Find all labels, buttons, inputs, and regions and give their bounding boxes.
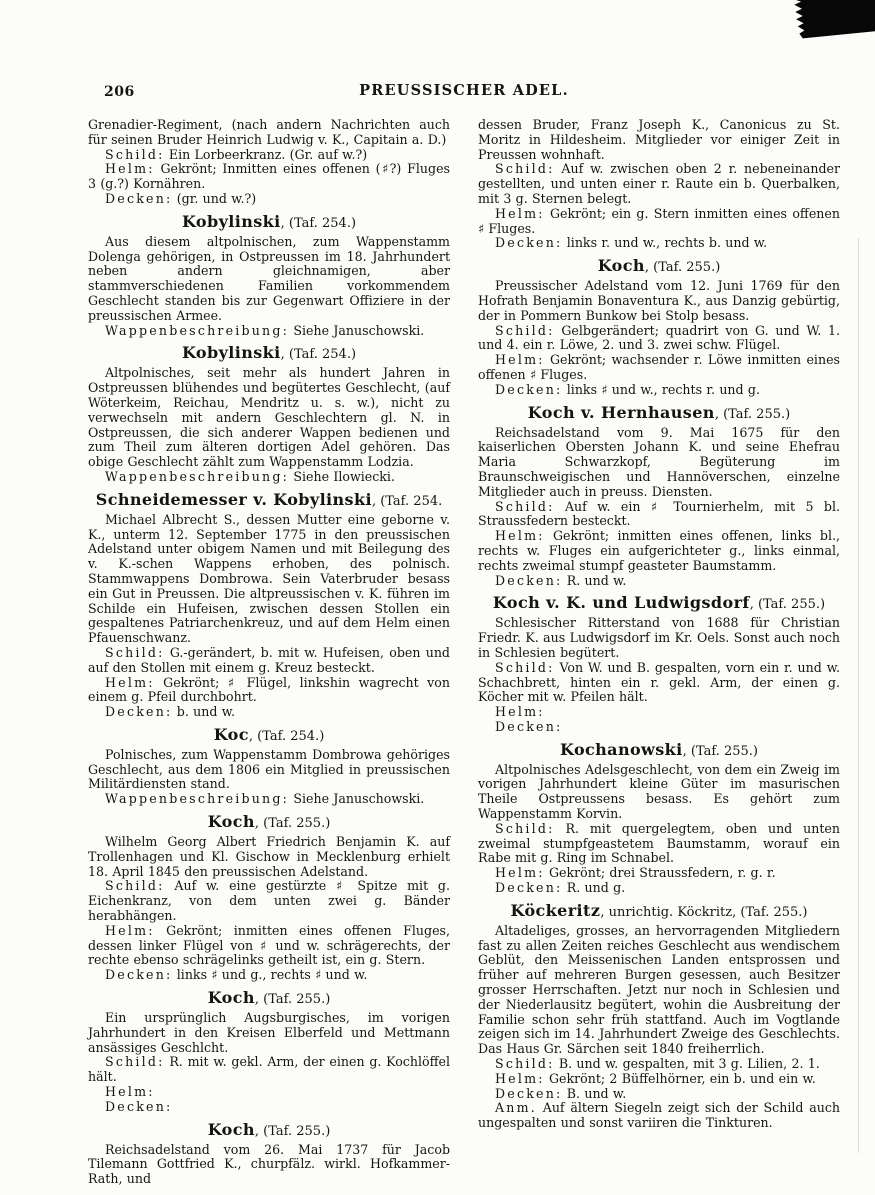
decken-label: Decken: — [495, 572, 563, 588]
schild-text: Auf w. zwischen oben 2 r. nebeneinander gestellten, und unten einer r. Raute ein b. Querbalken, mit 3 g. Sternen belegt. — [478, 161, 840, 206]
schild-text: R. mit w. gekl. Arm, der einen g. Kochlöffel hält. — [88, 1054, 451, 1085]
body-paragraph — [88, 1143, 450, 1187]
schild-label: Schild: — [495, 161, 555, 177]
right-column — [478, 118, 840, 1131]
decken-text: R. und w. — [566, 572, 627, 588]
entry-heading — [88, 343, 450, 364]
helm-label: Helm: — [495, 704, 545, 720]
decken-text: links ♯ und w., rechts r. und g. — [566, 381, 760, 397]
decken-paragraph — [478, 236, 840, 251]
helm-text: Gekrönt; ♯ Flügel, linkshin wagrecht von einem g. Pfeil durchbohrt. — [88, 674, 450, 705]
body-text: dessen Bruder, Franz Joseph K., Canonicus zu St. Moritz in Hildesheim. Mitglieder vor einiger Zeit in Preussen wohnhaft. — [478, 117, 840, 162]
family-name: Koch — [207, 1119, 255, 1139]
decken-label: Decken: — [105, 704, 173, 720]
wappenbeschreibung-text: Siehe Januschowski. — [293, 322, 425, 338]
entry-koch — [88, 812, 450, 983]
entry-kobylinski — [88, 343, 450, 484]
body-text: Preussischer Adelstand vom 12. Juni 1769 für den Hofrath Benjamin Bonaventura K., aus Danzig gebürtig, der in Pommern Bunkow bei Stolp besass. — [478, 278, 840, 323]
page-edge-scan-line — [858, 238, 859, 1153]
body-paragraph — [88, 235, 450, 324]
anm-text: Auf ältern Siegeln zeigt sich der Schild auch ungespalten und sonst variiren die Tinkturen. — [478, 1100, 840, 1131]
schild-text: B. und w. gespalten, mit 3 g. Lilien, 2. 1. — [558, 1056, 820, 1072]
decken-paragraph — [478, 1087, 840, 1102]
helm-label: Helm: — [495, 205, 545, 221]
entry-koch-v-k-und-ludwigsdorf — [478, 593, 840, 734]
schild-paragraph — [478, 324, 840, 354]
decken-text: b. und w. — [176, 704, 236, 720]
helm-paragraph — [478, 529, 840, 573]
family-name: Koch — [597, 256, 645, 276]
heading-plate-reference: , (Taf. 254.) — [280, 347, 357, 363]
wappenbeschreibung-text: Siehe Ilowiecki. — [293, 468, 395, 484]
helm-text: Gekrönt; 2 Büffelhörner, ein b. und ein w. — [548, 1070, 816, 1086]
decken-paragraph — [88, 705, 450, 720]
decken-paragraph — [88, 192, 450, 207]
schild-label: Schild: — [495, 820, 555, 836]
left-column — [88, 118, 450, 1187]
decken-text: (gr. und w.?) — [176, 190, 257, 206]
entry-heading — [88, 725, 450, 746]
body-paragraph — [478, 118, 840, 162]
entry-koch — [88, 1120, 450, 1187]
entry-heading — [478, 256, 840, 277]
family-name: Koch v. Hernhausen — [527, 402, 715, 422]
helm-paragraph — [478, 207, 840, 237]
helm-text: Gekrönt; Inmitten eines offenen (♯?) Fluges 3 (g.?) Kornähren. — [88, 161, 450, 192]
schild-paragraph — [478, 162, 840, 206]
decken-label: Decken: — [495, 718, 563, 734]
decken-text: links r. und w., rechts b. und w. — [566, 235, 768, 251]
helm-label: Helm: — [105, 161, 155, 177]
body-paragraph — [478, 616, 840, 660]
helm-label: Helm: — [495, 1070, 545, 1086]
decken-paragraph — [478, 383, 840, 398]
schild-text: G.-gerändert, b. mit w. Hufeisen, oben und auf den Stollen mit einem g. Kreuz besteckt. — [88, 644, 450, 675]
body-paragraph — [478, 279, 840, 323]
decken-paragraph — [88, 968, 450, 983]
body-text: Ein ursprünglich Augsburgisches, im vorigen Jahrhundert in den Kreisen Elberfeld und Mettmann ansässiges Geschlcht. — [88, 1010, 450, 1055]
helm-label: Helm: — [495, 352, 545, 368]
family-name: Schneidemesser v. Kobylinski — [95, 489, 372, 509]
entry-heading — [478, 593, 840, 614]
schild-label: Schild: — [495, 659, 555, 675]
decken-text: B. und w. — [566, 1085, 627, 1101]
wappenbeschreibung-label: Wappenbeschreibung: — [105, 791, 290, 807]
entry-koch-v-hernhausen — [478, 403, 840, 589]
wappenbeschreibung-label: Wappenbeschreibung: — [105, 468, 290, 484]
family-name: Kobylinski — [181, 211, 281, 231]
body-paragraph — [88, 1011, 450, 1055]
decken-label: Decken: — [495, 1085, 563, 1101]
page-title: PREUSSISCHER ADEL. — [359, 82, 569, 99]
schild-label: Schild: — [495, 322, 555, 338]
helm-paragraph — [478, 866, 840, 881]
entry-heading — [88, 212, 450, 233]
family-name: Koch — [207, 988, 255, 1008]
helm-paragraph — [478, 705, 840, 720]
helm-text: Gekrönt; inmitten eines offenen Fluges, dessen linker Flügel von ♯ und w. schrägerechts, der rechte ebenso schrägelinks getheilt ist, ein g. Stern. — [88, 922, 450, 968]
schild-paragraph — [88, 646, 450, 676]
helm-paragraph — [88, 676, 450, 706]
body-paragraph — [478, 763, 840, 822]
decken-text: links ♯ und g., rechts ♯ und w. — [176, 967, 368, 983]
schild-text: R. mit quergelegtem, oben und unten zweimal stumpfgeastetem Baumstamm, worauf ein Rabe mit g. Ring im Schnabel. — [478, 820, 840, 866]
helm-paragraph — [88, 924, 450, 968]
heading-plate-reference: , (Taf. 254.) — [248, 728, 325, 744]
schild-label: Schild: — [105, 146, 165, 162]
helm-text: Gekrönt; inmitten eines offenen, links bl., rechts w. Fluges ein aufgerichteter g., links einmal, rechts zweimal stumpf geasteter Baumstamm. — [478, 528, 840, 573]
family-name: Kochanowski — [559, 739, 683, 759]
body-text: Altpolnisches, seit mehr als hundert Jahren in Ostpreussen blühendes und begütertes Geschlecht, (auf Wöterkeim, Reichau, Mendritz u. s. w.), nicht zu verwechseln mit andern Geschlechtern gl. N. in Ostpreussen, die sich anderer Wappen bedienen und zum Theil zum älteren dortigen Adel gehören. Das obige Geschlecht zählt zum Wappenstamm Lodzia. — [88, 365, 450, 470]
schild-text: Auf w. eine gestürzte ♯ Spitze mit g. Eichenkranz, von dem unten zwei g. Bänder herabhängen. — [88, 878, 450, 924]
helm-label: Helm: — [495, 528, 545, 544]
heading-plate-reference: , (Taf. 255.) — [254, 1123, 331, 1139]
decken-label: Decken: — [495, 880, 563, 896]
helm-label: Helm: — [105, 1084, 155, 1100]
schild-paragraph — [478, 822, 840, 866]
helm-paragraph — [88, 162, 450, 192]
anm-paragraph — [478, 1101, 840, 1131]
schild-label: Schild: — [105, 878, 165, 894]
entry-kochanowski — [478, 740, 840, 896]
body-paragraph — [88, 748, 450, 792]
heading-plate-reference: , unrichtig. Köckritz, (Taf. 255.) — [600, 904, 808, 920]
family-name: Köckeritz — [510, 900, 601, 920]
entry-kobylinski — [88, 212, 450, 339]
text-columns — [88, 118, 840, 1187]
helm-label: Helm: — [105, 674, 155, 690]
entry-schneidemesser-v-kobylinski — [88, 490, 450, 720]
body-paragraph — [88, 366, 450, 470]
schild-text: Von W. und B. gespalten, vorn ein r. und w. Schachbrett, hinten ein r. gekl. Arm, der einen g. Köcher mit w. Pfeilen hält. — [478, 659, 840, 705]
helm-paragraph — [88, 1085, 450, 1100]
entry-koc — [88, 725, 450, 807]
schild-paragraph — [478, 500, 840, 530]
decken-label: Decken: — [495, 381, 563, 397]
heading-plate-reference: , (Taf. 254.) — [280, 215, 357, 231]
helm-paragraph — [478, 353, 840, 383]
decken-label: Decken: — [105, 1098, 173, 1114]
schild-paragraph — [88, 879, 450, 923]
body-text: Aus diesem altpolnischen, zum Wappenstamm Dolenga gehörigen, in Ostpreussen im 18. Jahrhundert neben andern gleichnamigen, aber stammverschiedenen Familien vorkommendem Geschlecht standen bis zur Gegenwart Offiziere in der preussischen Armee. — [88, 233, 450, 323]
entry-heading — [88, 1120, 450, 1141]
family-name: Koch v. K. und Ludwigsdorf — [492, 593, 750, 613]
helm-paragraph — [478, 1072, 840, 1087]
wappenbeschreibung-paragraph — [88, 470, 450, 485]
entry-heading — [478, 740, 840, 761]
entry-heading — [88, 812, 450, 833]
decken-label: Decken: — [495, 235, 563, 251]
heading-plate-reference: , (Taf. 254. — [371, 493, 443, 509]
helm-text: Gekrönt; ein g. Stern inmitten eines offenen ♯ Fluges. — [478, 205, 840, 236]
schild-text: Gelbgerändert; quadrirt von G. und W. 1. und 4. ein r. Löwe, 2. und 3. zwei schw. Flügel. — [478, 322, 840, 353]
body-text: Michael Albrecht S., dessen Mutter eine geborne v. K., unterm 12. September 1775 in den preussischen Adelstand unter obigem Namen und mit Beilegung des v. K.-schen Wappens erhoben, des polnisch. Stammwappens Dombrowa. Sein Vaterbruder besass ein Gut in Preussen. Die altpreussischen v. K. führen im Schilde ein Hufeisen, zwischen dessen Stollen ein gespaltenes Patriarchenkreuz, und auf dem Helm einen Pfauenschwanz. — [88, 511, 450, 646]
helm-text: Gekrönt; drei Straussfedern, r. g. r. — [548, 865, 776, 881]
decken-paragraph — [478, 881, 840, 896]
heading-plate-reference: , (Taf. 255.) — [254, 816, 331, 832]
schild-paragraph — [478, 1057, 840, 1072]
schild-label: Schild: — [105, 644, 165, 660]
decken-label: Decken: — [105, 190, 173, 206]
family-name: Kobylinski — [181, 343, 281, 363]
entry-koch — [478, 256, 840, 397]
heading-plate-reference: , (Taf. 255.) — [254, 992, 331, 1008]
schild-text: Ein Lorbeerkranz. (Gr. auf w.?) — [168, 146, 368, 162]
schild-text: Auf w. ein ♯ Tournierhelm, mit 5 bl. Straussfedern besteckt. — [478, 498, 840, 529]
helm-label: Helm: — [495, 865, 545, 881]
body-text: Wilhelm Georg Albert Friedrich Benjamin K. auf Trollenhagen und Kl. Gischow in Mecklenburg erhielt 18. April 1845 den preussischen Adelstand. — [88, 834, 450, 879]
decken-text: R. und g. — [566, 880, 626, 896]
heading-plate-reference: , (Taf. 255.) — [749, 597, 826, 613]
wappenbeschreibung-text: Siehe Januschowski. — [293, 791, 425, 807]
helm-text: Gekrönt; wachsender r. Löwe inmitten eines offenen ♯ Fluges. — [478, 352, 840, 382]
body-paragraph — [478, 924, 840, 1057]
entry-heading — [88, 988, 450, 1009]
wappenbeschreibung-label: Wappenbeschreibung: — [105, 322, 290, 338]
entry-kockeritz — [478, 901, 840, 1131]
heading-plate-reference: , (Taf. 255.) — [682, 743, 758, 759]
family-name: Koc — [213, 724, 249, 744]
body-paragraph — [88, 118, 450, 148]
page-number: 206 — [104, 84, 135, 100]
body-text: Polnisches, zum Wappenstamm Dombrowa gehöriges Geschlecht, aus dem 1806 ein Mitglied in preussischen Militärdiensten stand. — [88, 746, 450, 792]
heading-plate-reference: , (Taf. 255.) — [644, 260, 721, 276]
entry-heading — [88, 490, 450, 511]
body-paragraph — [478, 426, 840, 500]
decken-paragraph — [478, 720, 840, 735]
entry-koch — [88, 988, 450, 1115]
body-text: Schlesischer Ritterstand von 1688 für Christian Friedr. K. aus Ludwigsdorf im Kr. Oels. Sonst auch noch in Schlesien begütert. — [478, 615, 840, 660]
body-paragraph — [88, 513, 450, 646]
body-text: Reichsadelstand vom 26. Mai 1737 für Jacob Tilemann Gottfried K., churpfälz. wirkl. Hofkammer-Rath, und — [88, 1141, 450, 1187]
helm-label: Helm: — [105, 922, 155, 938]
family-name: Koch — [207, 812, 255, 832]
entry-continuation — [478, 118, 840, 251]
wappenbeschreibung-paragraph — [88, 324, 450, 339]
body-text: Altpolnisches Adelsgeschlecht, von dem ein Zweig im vorigen Jahrhundert kleine Güter im masurischen Theile Ostpreussens besass. Es gehört zum Wappenstamm Korvin. — [478, 761, 840, 822]
decken-paragraph — [478, 574, 840, 589]
schild-paragraph — [88, 1055, 450, 1085]
body-paragraph — [88, 835, 450, 879]
decken-label: Decken: — [105, 967, 173, 983]
schild-paragraph — [478, 661, 840, 705]
entry-heading — [478, 901, 840, 922]
decken-paragraph — [88, 1100, 450, 1115]
schild-label: Schild: — [105, 1054, 165, 1070]
page-header — [88, 82, 840, 102]
wappenbeschreibung-paragraph — [88, 792, 450, 807]
body-text: Altadeliges, grosses, an hervorragenden Mitgliedern fast zu allen Zeiten reiches Geschlecht aus wendischem Geblüt, den Meissenischen Landen entsprossen und früher auf mehreren Burgen gesessen, auch Besitzer grosser Herrschaften. Jetzt nur noch in Schlesien und der Niederlausitz begütert, wohin die Ausbreitung der Familie schon sehr früh stattfand. Auch im Vogtlande zeigen sich im 14. Jahrhundert Zweige des Geschlechts. Das Haus Gr. Särchen seit 1840 freiherrlich. — [478, 922, 840, 1057]
entry-continuation — [88, 118, 450, 207]
schild-label: Schild: — [495, 498, 555, 514]
anm-label: Anm. — [495, 1100, 537, 1116]
heading-plate-reference: , (Taf. 255.) — [714, 406, 791, 422]
entry-heading — [478, 403, 840, 424]
schild-label: Schild: — [495, 1056, 555, 1072]
body-text: Grenadier-Regiment, (nach andern Nachrichten auch für seinen Bruder Heinrich Ludwig v. K., Capitain a. D.) — [88, 117, 450, 147]
body-text: Reichsadelstand vom 9. Mai 1675 für den kaiserlichen Obersten Johann K. und seine Ehefrau Maria Schwarzkopf, Begüterung im Braunschweigischen und Hannöverschen, einzelne Mitglieder auch in preuss. Diensten. — [478, 424, 840, 499]
schild-paragraph — [88, 148, 450, 163]
